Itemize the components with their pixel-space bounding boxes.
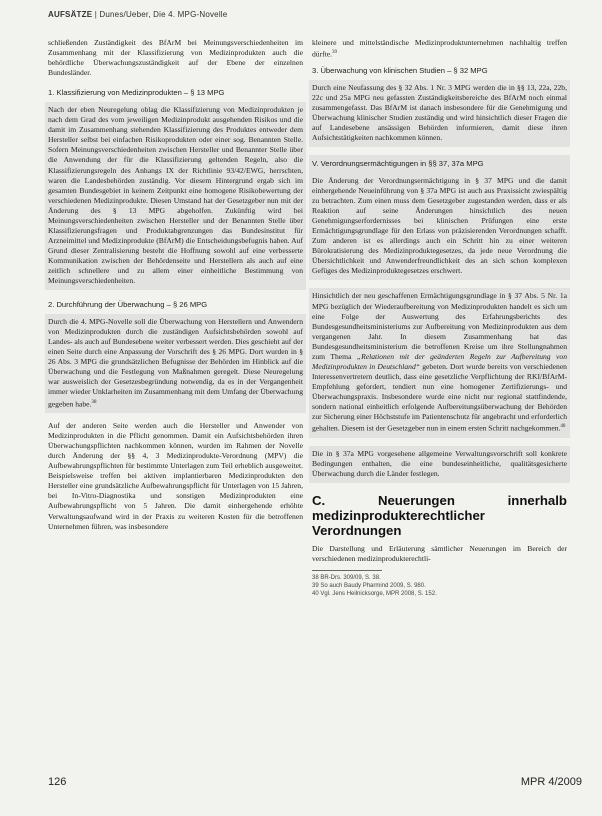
footnote-38: 38 BR-Drs. 309/09, S. 38. bbox=[312, 574, 381, 581]
paragraph-klassifizierung: Nach der eben Neuregelung oblag die Klassifizierung von Medizinprodukten je nach dem Grad des vom jeweiligen Medizinprodukt ausgehenden Risikos und die damit im Zusammenhang stehenden Klassifizierung des Produktes entweder dem Hersteller selbst bei einfachen Risikoprodukten oder einer sog. Benannten Stelle. Sofern Meinungsverschiedenheiten zwischen Hersteller und Benannter Stelle über die Anwendung der für die Klassifizierung geltenden Regeln, also die Klassifizierungsregeln des Anhangs IX der Richtlinie 93/42/EWG, herrschten, waren die Landesbehörden zuständig. Vor diesem Hintergrund ergab sich im gesamten Bundesgebiet in keinem Zeitpunkt eine homogene Risikobewertung der verschiedenen Medizinprodukte. Diesen Umstand hat der Gesetzgeber nun mit der Änderung des § 13 MPG abgeholfen. Zukünftig wird bei Meinungsverschiedenheiten zwischen Hersteller und der Benannten Stelle über Klassifizierungsfragen und Produktabgrenzungen das Bundesinstitut für Arzneimittel und Medizinprodukte (BfArM) die Entscheidungsbefugnis haben. Auf Grund dieser Zentralisierung besteht die Hoffnung sowohl auf eine verbesserte Kommunikation zwischen der Behördenseite und Herstellern als auch auf eine zeitlich schnellere und zu allem einer einheitliche Bestimmung von Meinungsverschiedenheiten. bbox=[48, 105, 303, 286]
section-heading-c: C. Neuerungen innerhalb medizinprodukterechtlicher Verordnungen bbox=[312, 492, 567, 538]
header-title: Dunes/Ueber, Die 4. MPG-Novelle bbox=[99, 10, 228, 19]
header-separator: | bbox=[94, 10, 100, 19]
heading-klassifizierung: 1. Klassifizierung von Medizinprodukten – § 13 MPG bbox=[48, 88, 225, 98]
paragraph-klinische-studien: Durch eine Neufassung des § 32 Abs. 1 Nr. 3 MPG werden die in §§ 13, 22a, 22b, 22c und 25a MPG neu gefassten Zuständigkeitsbereiche des BfArM noch einmal zusammengefasst. Das BfArM ist danach insbesondere für die Genehmigung und Überwachung klinischer Studien zuständig und wird hinsichtlich dieser Fragen die auf Landesebene ansässigen Behörden informieren, damit diese ihren Aufsichtstätigkeiten nachkommen können. bbox=[312, 82, 567, 142]
paragraph-aufbewahrung: Auf der anderen Seite werden auch die Hersteller und Anwender von Medizinprodukten in die Pflicht genommen. Damit ein Aufsichtsbehörden ihren Überwachungspflichten nachkommen können, wurden im Rahmen der Novelle durch Änderung der §§ 4, 3 Medizinprodukte-Verordnung (MPV) die Aufbewahrungspflichten für bestimmte Unterlagen zum Teil erheblich ausgeweitet. Beispielsweise treffen bei aktiven implantierbaren Medizinprodukten den Hersteller eine grundsätzliche Aufbewahrungspflicht für Unterlagen von 15 Jahren, bei In-Vitro-Diagnostika und sonstigen Medizinprodukten eine Aufbewahrungspflicht von 5 Jahren. Die damit einhergehende erhöhte Verwaltungsaufwand wird in der Praxis zu weiteren Kosten für die betroffenen Unternehmen führen, was insbesondere bbox=[48, 421, 303, 531]
page-number: 126 bbox=[48, 776, 67, 788]
continuation-paragraph: kleinere und mittelständische Medizinproduktunternehmen nachhaltig treffen dürfte.$^{39}$ bbox=[312, 38, 567, 59]
footnote-40: 40 Vgl. Jens Heilnicksorge, MPR 2008, S. 152. bbox=[312, 590, 437, 597]
shaded-block-klassifizierung bbox=[45, 102, 306, 290]
intro-paragraph: schließenden Zuständigkeit des BfArM bei Meinungsverschiedenheiten im Zusammenhang mit der Klassifizierung von Medizinprodukten auch die behördliche Überwachungszuständigkeit auf der Ebene der einzelnen Bundesländer. bbox=[48, 38, 303, 78]
shaded-block-aufbereitung bbox=[309, 288, 570, 437]
paragraph-aufbereitung: Hinsichtlich der neu geschaffenen Ermächtigungsgrundlage in § 37 Abs. 5 Nr. 1a MPG bezüglich der Wiederaufbereitung von Medizinprodukten handelt es sich um eine Folge der Auswertung des Erfahrungsberichts des Bundesgesundheitsministeriums zur Aufbereitung von Medizinprodukten aus dem vergangenen Jahr. In diesem Zusammenhang hat das Bundesgesundheitsministerium die betroffenen Kreise um ihre Stellungnahmen zum Thema „Relationen mit der geänderten Regeln zur Aufbereitung von Medizinprodukten in Deutschland“ gebeten. Dort wurde bereits von verschiedenen Interessenvertretern deutlich, dass eine gesetzliche Verpflichtung der RKI/BfArM-Empfehlung gefordert, tendiert nun eine homogener Zertifizierungs- und Überwachungspraxis. Insbesondere wurde eine nicht nur regional stattfindende, sondern national einheitlich erfolgende Aufbereitungsüberwachung der Behörden zur Sicherung einer Höchststufe im Patientenschutz für angebracht und erforderlich gehalten. Diesem ist der Gesetzgeber nun in einem ersten Schritt nachgekommen.$^{40}$ bbox=[312, 291, 567, 433]
footnote-ref-39[interactable]: 39 bbox=[332, 50, 338, 56]
shaded-block-verwaltungsvorschrift bbox=[309, 446, 570, 483]
issue-label: MPR 4/2009 bbox=[520, 776, 582, 788]
footnote-39: 39 So auch Baudy Pharmind 2009, S. 980. bbox=[312, 582, 426, 589]
paragraph-verordnung: Die Änderung der Verordnungsermächtigung in § 37 MPG und die damit einhergehende Neueinführung von § 37a MPG ist auch aus Praxissicht zwiespältig zu betrachten. Zum einen muss dem Gesetzgeber zugestanden werden, dass er als Reaktion auf seine Änderungen hinsichtlich des neuen Genehmigungserfordernisses bei klinischen Prüfungen eine erste Ermächtigungsgrundlage für den Erlass von präzisierenden Verordnungen schafft. Zum anderen ist es allerdings auch ein Schritt hin zu einer weiteren Bürokratisierung des Medizinproduktegesetzes, da jede neue Verordnung die Übersichtlichkeit und Anwenderfreundlichkeit des an sich schon komplexen Gefüges des Medizinproduktegesetzes erschwert. bbox=[312, 176, 567, 276]
right-column bbox=[312, 38, 567, 598]
left-column bbox=[48, 38, 303, 538]
footnote-rule bbox=[312, 570, 382, 571]
footnote-ref-38[interactable]: 38 bbox=[91, 399, 97, 405]
heading-verordnungsermaechtigungen: V. Verordnungsermächtigungen in §§ 37, 37a MPG bbox=[309, 155, 570, 173]
footnote-ref-40[interactable]: 40 bbox=[560, 424, 566, 430]
heading-klinische-studien: 3. Überwachung von klinischen Studien – § 32 MPG bbox=[312, 65, 488, 75]
paragraph-ueberwachung: Durch die 4. MPG-Novelle soll die Überwachung von Herstellern und Anwendern von Medizinprodukten durch die zuständigen Aufsichtsbehörden sowohl auf Landes- als auch auf Bundesebene weiter verbessert werden. Dies geschieht auf der einen Seite durch eine Anpassung der Vorschrift des § 26 MPG. Dort wurden in § 26 Abs. 3 MPG die grundsätzlichen Befugnisse der Behörden im Hinblick auf die Überwachung und die Festlegung von Maßnahmen geregelt. Diese Neuregelung war ausweislich der Gesetzesbegründung notwendig, da es in der Vergangenheit immer wieder Unklarheiten im Zusammenhang mit dem Umfang der Überwachung gegeben habe.$^{38}$ bbox=[48, 317, 303, 409]
paragraph-verwaltungsvorschrift: Die in § 37a MPG vorgesehene allgemeine Verwaltungsvorschrift soll konkrete Bedingungen enthalten, die eine bundeseinheitliche, qualitätsgesicherte Überwachung durch die Länder festlegen. bbox=[312, 448, 567, 478]
heading-ueberwachung: 2. Durchführung der Überwachung – § 26 MPG bbox=[48, 300, 208, 310]
header-section: AUFSÄTZE bbox=[48, 10, 93, 19]
shaded-block-verordnung bbox=[309, 173, 570, 280]
shaded-block-studien bbox=[309, 80, 570, 147]
paragraph-darstellung: Die Darstellung und Erläuterung sämtlicher Neuerungen im Bereich der verschiedenen medizinprodukterechtli- bbox=[312, 543, 567, 563]
shaded-block-ueberwachung bbox=[45, 314, 306, 413]
running-header bbox=[48, 10, 582, 19]
footnotes bbox=[312, 570, 567, 598]
